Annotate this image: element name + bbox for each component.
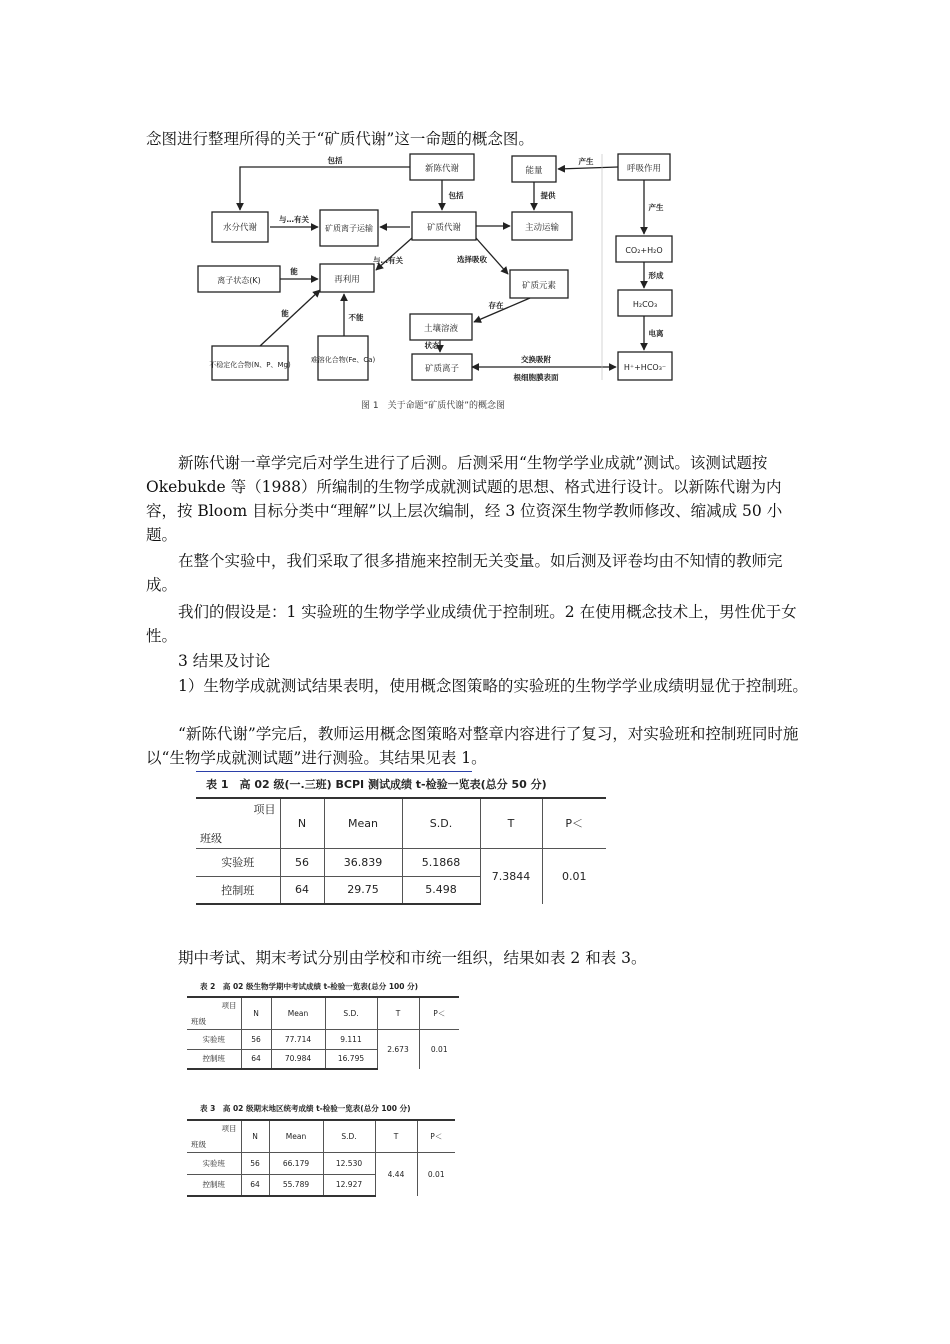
intro-line: 念图进行整理所得的关于“矿质代谢”这一命题的概念图。 bbox=[146, 130, 534, 148]
table2-cell: 56 bbox=[241, 1029, 271, 1049]
table1-head-n: N bbox=[280, 798, 324, 848]
label-huxi: 呼吸作用 bbox=[626, 164, 662, 174]
table3-cell: 64 bbox=[241, 1174, 269, 1196]
table3-cell: 12.927 bbox=[323, 1174, 375, 1196]
table1-head-sd: S.D. bbox=[402, 798, 480, 848]
table3-caption: 表 3 高 02 级期末地区统考成绩 t-检验一览表(总分 100 分) bbox=[200, 1104, 411, 1113]
table3-head-mean: Mean bbox=[269, 1120, 323, 1152]
edge-dianli: 电离 bbox=[648, 329, 664, 338]
table2-head-n: N bbox=[241, 997, 271, 1029]
table2-p: 0.01 bbox=[419, 1029, 459, 1069]
edge-jiaohuan: 交换吸附 bbox=[521, 355, 551, 364]
label-hco3: H⁺+HCO₃⁻ bbox=[623, 363, 667, 372]
table2-row-label: 实验班 bbox=[202, 1034, 225, 1044]
table2-head-sd: S.D. bbox=[325, 997, 377, 1029]
table3-p: 0.01 bbox=[417, 1152, 455, 1196]
table1-corner: 项目 班级 bbox=[196, 798, 280, 848]
table3-corner: 项目 班级 bbox=[187, 1120, 241, 1152]
label-lizi-k: 离子状态(K) bbox=[217, 276, 261, 285]
table2-row-label: 控制班 bbox=[187, 1049, 241, 1069]
table1-cell: 5.1868 bbox=[402, 848, 480, 876]
table2-cell: 16.795 bbox=[325, 1049, 377, 1069]
paragraph-1: 新陈代谢一章学完后对学生进行了后测。后测采用“生物学学业成就”测试。该测试题按 Okebukde 等（1988）所编制的生物学成就测试题的思想、格式进行设计。以新陈代谢为内容，按 Bloom 目标分类中“理解”以上层次编制，经 3 位资深生物学教师修改、缩减成 50 小题。 bbox=[146, 454, 783, 544]
section-heading: 3 结果及讨论 bbox=[178, 652, 271, 670]
underline-mark bbox=[196, 771, 472, 772]
table2-head-p: P＜ bbox=[419, 997, 459, 1029]
table3-row-label: 实验班 bbox=[202, 1158, 225, 1168]
label-yuansu: 矿质元素 bbox=[521, 281, 557, 291]
table3 bbox=[187, 1119, 455, 1197]
edge-chansheng2: 产生 bbox=[648, 203, 664, 212]
table3-t: 4.44 bbox=[375, 1152, 417, 1196]
label-zongliang: 能量 bbox=[525, 166, 543, 176]
edge-baokuo1: 包括 bbox=[327, 156, 343, 165]
table3-head-sd: S.D. bbox=[323, 1120, 375, 1152]
edge-baokuo2: 包括 bbox=[448, 191, 464, 200]
edge-genxibao: 根细胞膜表面 bbox=[513, 373, 559, 382]
table2-cell: 70.984 bbox=[271, 1049, 325, 1069]
label-turang: 土壤溶液 bbox=[423, 324, 459, 334]
label-zhudong: 主动运输 bbox=[524, 223, 560, 233]
paragraph-3: 我们的假设是：1 实验班的生物学学业成绩优于控制班。2 在使用概念技术上，男性优于女性。 bbox=[146, 603, 797, 645]
edge-xingcheng: 形成 bbox=[648, 271, 664, 280]
table1-t: 7.3844 bbox=[480, 848, 542, 904]
table3-cell: 12.530 bbox=[323, 1152, 375, 1174]
table2-head-t: T bbox=[377, 997, 419, 1029]
label-xinchen: 新陈代谢 bbox=[424, 164, 460, 174]
table3-row-label: 控制班 bbox=[187, 1174, 241, 1196]
label-buwending: 不稳定化合物(N、P、Mg) bbox=[209, 361, 291, 369]
edge-tigong: 提供 bbox=[540, 191, 556, 200]
table1-row-label: 实验班 bbox=[221, 856, 255, 869]
table2-corner: 项目 班级 bbox=[187, 997, 241, 1029]
table1-cell: 64 bbox=[280, 876, 324, 904]
table1-cell: 56 bbox=[280, 848, 324, 876]
table1-p: 0.01 bbox=[542, 848, 606, 904]
label-shuifen: 水分代谢 bbox=[222, 223, 258, 233]
table3-cell: 55.789 bbox=[269, 1174, 323, 1196]
edge-neng2: 能 bbox=[281, 309, 289, 318]
table1-cell: 36.839 bbox=[324, 848, 402, 876]
edge-zhuangtai: 状态 bbox=[424, 341, 440, 350]
edge-neng1: 能 bbox=[290, 267, 298, 276]
table1-cell: 5.498 bbox=[402, 876, 480, 904]
table2 bbox=[187, 996, 459, 1070]
label-liyong: 再利用 bbox=[334, 275, 360, 285]
table3-cell: 56 bbox=[241, 1152, 269, 1174]
edge-yu-youguan2: 与…有关 bbox=[373, 256, 403, 265]
edge-buneng: 不能 bbox=[348, 313, 364, 322]
edge-yu-youguan1: 与…有关 bbox=[279, 215, 309, 224]
table1-head-p: P＜ bbox=[542, 798, 606, 848]
table1-cell: 29.75 bbox=[324, 876, 402, 904]
figure-caption: 图 1 关于命题“矿质代谢”的概念图 bbox=[361, 401, 505, 411]
table2-cell: 64 bbox=[241, 1049, 271, 1069]
label-kuangzhi: 矿质代谢 bbox=[426, 223, 462, 233]
paragraph-2: 在整个实验中，我们采取了很多措施来控制无关变量。如后测及评卷均由不知情的教师完成。 bbox=[146, 552, 783, 594]
table2-caption: 表 2 高 02 级生物学期中考试成绩 t-检验一览表(总分 100 分) bbox=[200, 982, 419, 991]
label-h2co3: H₂CO₃ bbox=[632, 300, 658, 309]
table3-cell: 66.179 bbox=[269, 1152, 323, 1174]
concept-map-figure bbox=[190, 150, 676, 386]
label-co2: CO₂+H₂O bbox=[625, 246, 663, 255]
table2-t: 2.673 bbox=[377, 1029, 419, 1069]
table1 bbox=[196, 797, 606, 905]
label-yuzuoyong: 矿质离子运输 bbox=[325, 224, 373, 233]
table3-head-p: P＜ bbox=[417, 1120, 455, 1152]
label-kuangzhilizi: 矿质离子 bbox=[424, 364, 460, 374]
paragraph-5: “新陈代谢”学完后，教师运用概念图策略对整章内容进行了复习，对实验班和控制班同时施以“生物学成就测试题”进行测验。其结果见表 1。 bbox=[146, 725, 799, 767]
table3-head-n: N bbox=[241, 1120, 269, 1152]
table2-head-mean: Mean bbox=[271, 997, 325, 1029]
paragraph-4: 1）生物学成就测试结果表明，使用概念图策略的实验班的生物学学业成绩明显优于控制班。 bbox=[178, 677, 808, 695]
table1-head-mean: Mean bbox=[324, 798, 402, 848]
table2-cell: 9.111 bbox=[325, 1029, 377, 1049]
table1-head-t: T bbox=[480, 798, 542, 848]
edge-chansheng1: 产生 bbox=[578, 157, 594, 166]
table3-head-t: T bbox=[375, 1120, 417, 1152]
table1-row-label: 控制班 bbox=[196, 876, 280, 904]
edge-xuanze: 选择吸收 bbox=[457, 255, 487, 264]
edge-cunzai: 存在 bbox=[488, 301, 504, 310]
table1-caption: 表 1 高 02 级(一.三班) BCPI 测试成绩 t-检验一览表(总分 50 分) bbox=[206, 778, 547, 791]
table2-cell: 77.714 bbox=[271, 1029, 325, 1049]
paragraph-6: 期中考试、期末考试分别由学校和市统一组织，结果如表 2 和表 3。 bbox=[178, 949, 647, 967]
label-nanrong: 难溶化合物(Fe、Ca) bbox=[310, 356, 376, 364]
